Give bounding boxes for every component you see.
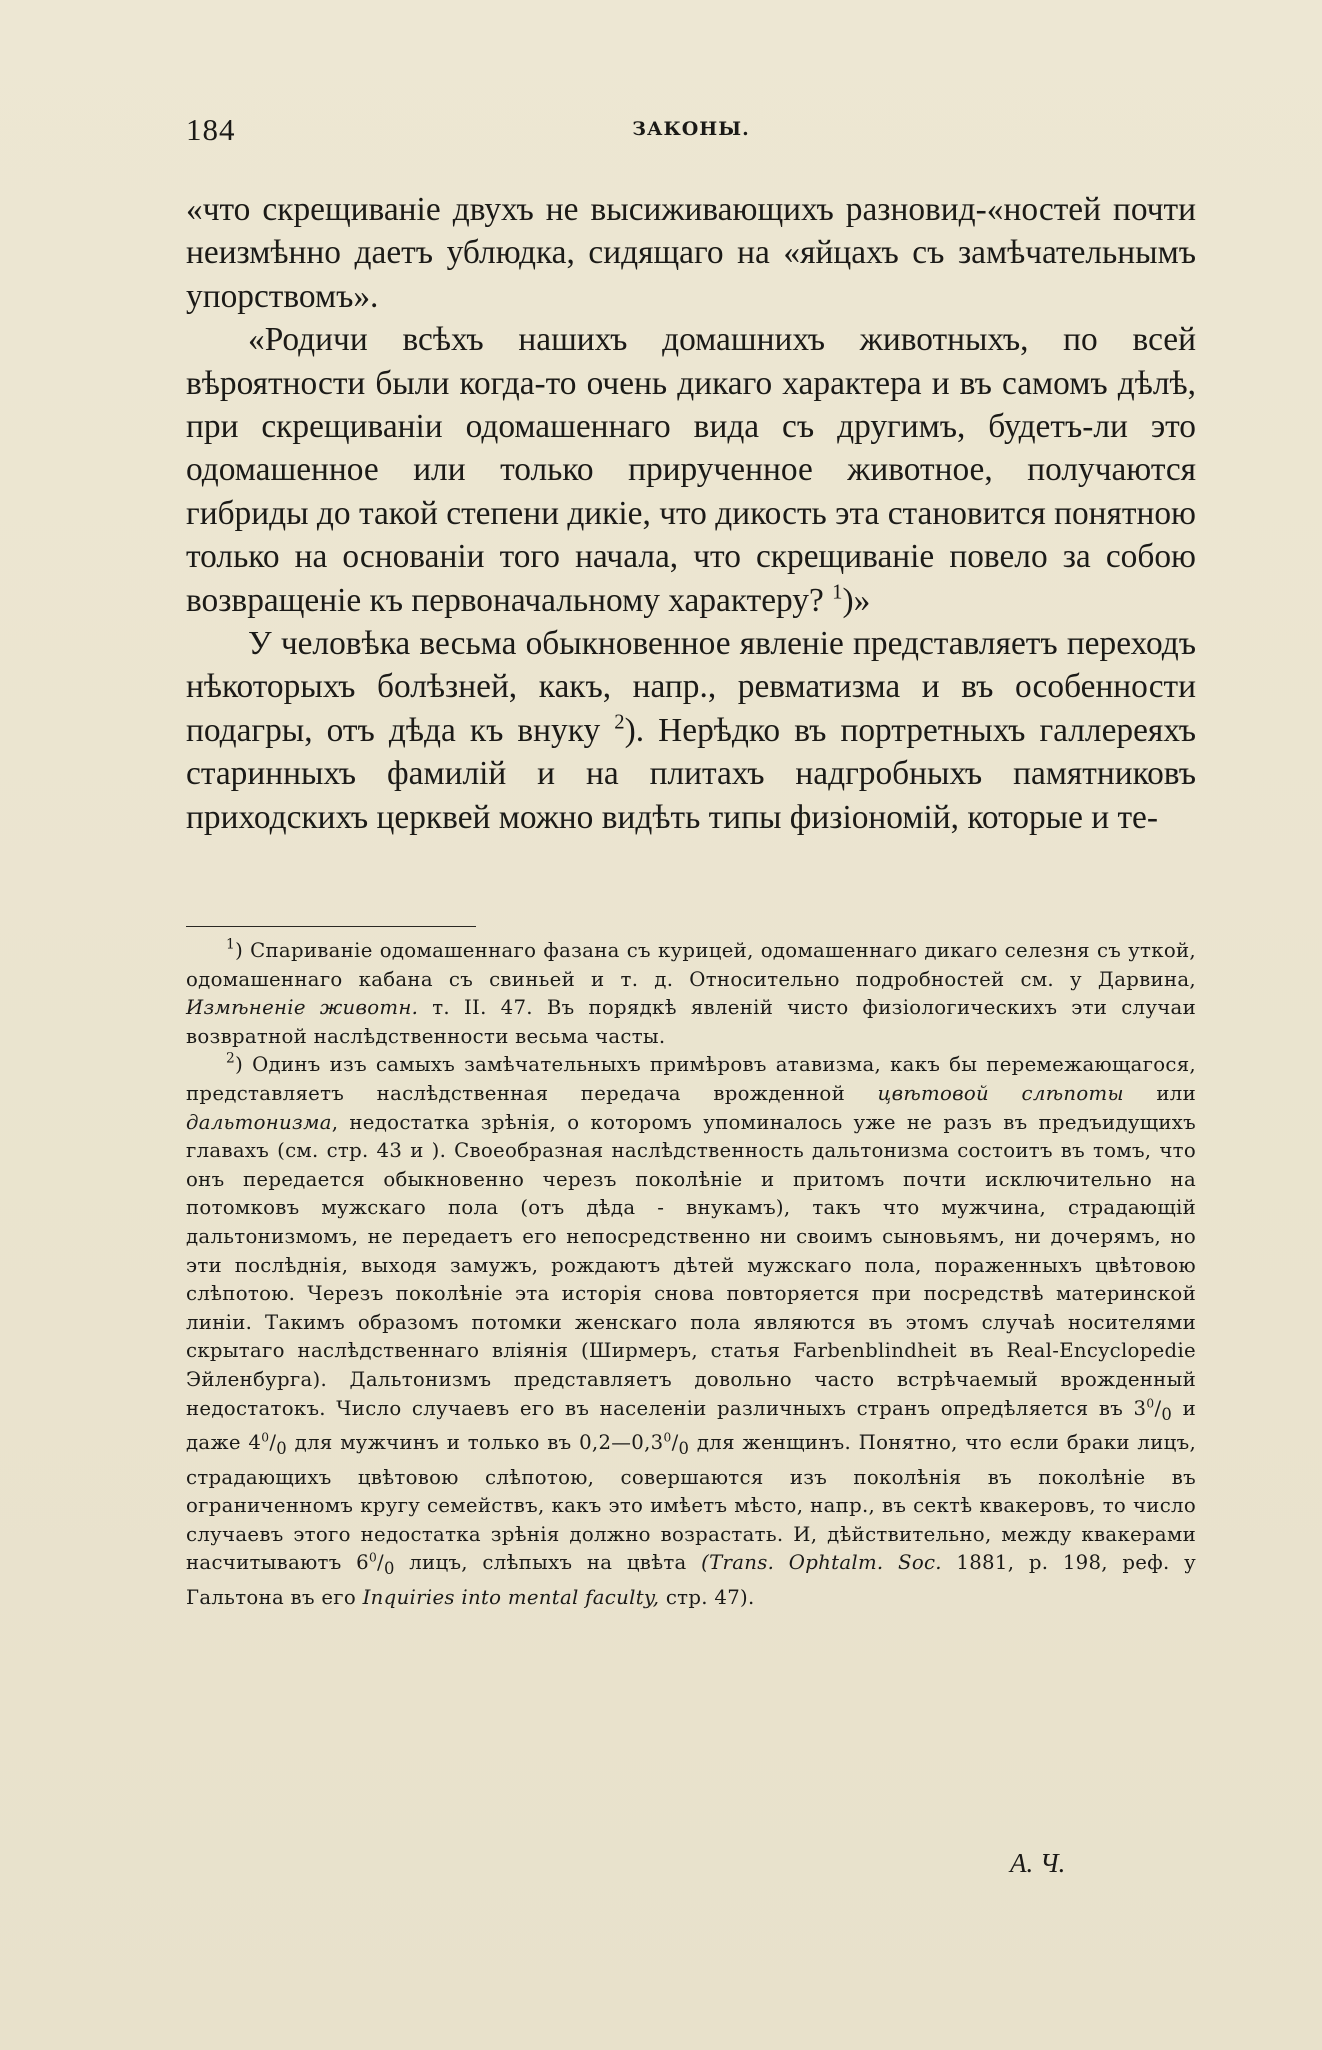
paragraph-text: «Родичи всѣхъ нашихъ домашнихъ животныхъ, по всей вѣроятности были когда-то очень дикаго характера и въ самомъ дѣлѣ, при скрещиваніи одомашеннаго вида съ другимъ, будетъ-ли это одомашенное или только прирученное животное, получаются гибриды до такой степени дикіе, что дикость эта становится понятною только на основаніи того начала, что скрещиваніе повело за собою возвращеніе къ первоначальному характеру? <box>186 321 1196 619</box>
percent-sign-bottom: 0 <box>1161 1404 1173 1424</box>
footnote-text: лицъ, слѣпыхъ на цвѣта <box>409 1551 687 1575</box>
footnote-separator <box>186 926 476 927</box>
page-header <box>186 112 1196 152</box>
paragraph-text: . Нерѣдко въ портретныхъ галлереяхъ старинныхъ фамилій и на плитахъ надгробныхъ памятниковъ приходскихъ церквей можно видѣть типы физіономій, которые и те- <box>186 711 1196 836</box>
closing-mark: )» <box>842 581 871 619</box>
footnote-text: ) Спариваніе одомашеннаго фазана съ курицей, одомашеннаго дикаго селезня съ уткой, одомашеннаго кабана съ свиньей и т. д. Относительно подробностей см. у Дарвина, <box>186 939 1196 991</box>
footnote-mark: 1 <box>226 936 236 953</box>
paragraph-quote-2 <box>186 318 1196 622</box>
footnote-text: для мужчинъ и только въ 0,2—0,3 <box>294 1431 664 1455</box>
percent-sign-top: 0 <box>1146 1396 1155 1411</box>
percent-sign-bottom: 0 <box>276 1438 288 1458</box>
footnote-text: т. II. 47. Въ порядкѣ явленій чисто физіологическихъ эти случаи возвратной наслѣдственности весьма часты. <box>186 996 1197 1048</box>
footnote-italic: цвѣтовой слѣпоты <box>877 1081 1124 1105</box>
footnote-text: и даже 4 <box>186 1396 1197 1455</box>
percent-sign-top: 0 <box>368 1551 378 1566</box>
paragraph-3 <box>186 622 1196 839</box>
percent-sign-top: 0 <box>663 1430 672 1445</box>
paragraph-text: «что скрещиваніе двухъ не высиживающихъ разновид-«ностей почти неизмѣнно даетъ ублюдка, сидящаго на «яйцахъ съ замѣчательнымъ упорствомъ». <box>186 191 1196 315</box>
footnote-italic: дальтонизма <box>186 1110 332 1134</box>
page-number: 184 <box>186 112 236 147</box>
paragraph-quote-1 <box>186 188 1196 318</box>
percent-sign-bottom: 0 <box>678 1438 690 1458</box>
footnote-italic: Inquiries into mental faculty, <box>362 1585 660 1609</box>
footnote-text: 1881, p. 198, реф. у Гальтона въ его <box>186 1551 1196 1609</box>
footnote-1 <box>186 937 1196 1051</box>
footnote-text: стр. 47). <box>665 1585 755 1609</box>
author-signature: А. Ч. <box>1010 1848 1066 1878</box>
footnote-italic: (Trans. Ophtalm. Soc. <box>701 1551 942 1575</box>
footnote-mark: 2 <box>226 1051 236 1068</box>
paragraph-text: У человѣка весьма обыкновенное явленіе представляетъ переходъ нѣкоторыхъ болѣзней, какъ, напр., ревматизма и въ особенности подагры, отъ дѣда къ внуку <box>186 625 1196 749</box>
footnote-text: ) Одинъ изъ самыхъ замѣчательныхъ примѣровъ атавизма, какъ бы перемежающагося, представляетъ наслѣдственная передача врожденной <box>186 1053 1196 1105</box>
closing-mark: ) <box>624 711 636 749</box>
percent-sign-top: 0 <box>261 1430 270 1445</box>
footnote-ref[interactable]: 2 <box>614 711 625 734</box>
footnote-italic: Измѣненіе животн. <box>186 996 419 1020</box>
percent-sign-bottom: 0 <box>383 1559 395 1579</box>
running-title: ЗАКОНЫ. <box>632 118 750 140</box>
footnotes <box>186 937 1196 1612</box>
footnote-text: , недостатка зрѣнія, о которомъ упоминалось уже не разъ въ предъидущихъ главахъ (см. стр. 43 и ). Своеобразная наслѣдственность дальтонизма состоитъ въ томъ, что онъ передается обыкновенно черезъ поколѣніе и притомъ почти исключительно на потомковъ мужскаго пола (отъ дѣда - внукамъ), такъ что мужчина, страдающій дальтонизмомъ, не передаетъ его непосредственно ни своимъ сыновьямъ, ни дочерямъ, но эти послѣднія, выходя замужъ, рождаютъ дѣтей мужскаго пола, пораженныхъ цвѣтовою слѣпотою. Черезъ поколѣніе эта исторія снова повторяется при посредствѣ материнской линіи. Такимъ образомъ потомки женскаго пола являются въ этомъ случаѣ носителями скрытаго наслѣдственнаго вліянія (Ширмеръ, статья Farbenblindheit въ Real-Encyclopedie Эйленбурга). Дальтонизмъ представляетъ довольно часто встрѣчаемый врожденный недостатокъ. Число случаевъ его въ населеніи различныхъ странъ опредѣляется въ 3 <box>186 1110 1196 1420</box>
footnote-text: или <box>1156 1081 1197 1105</box>
footnote-text: для женщинъ. Понятно, что если браки лицъ, страдающихъ цвѣтовою слѣпотою, совершаются изъ поколѣнія въ поколѣніе въ ограниченномъ кругу семействъ, какъ это имѣетъ мѣсто, напр., въ сектѣ квакеровъ, то число случаевъ этого недостатка зрѣнія должно возрастать. И, дѣйствительно, между квакерами насчитываютъ 6 <box>186 1431 1196 1575</box>
main-text <box>186 188 1196 839</box>
footnote-ref[interactable]: 1 <box>832 581 843 604</box>
footnote-2: $^2$) Одинъ изъ самыхъ замѣчательныхъ примѣровъ атавизма, какъ бы перемежающагося, представляетъ наслѣдственная передача врожденной цвѣтовой слѣпоты или дальтонизма, недостатка зрѣнія, о которомъ упоминалось уже не разъ въ предъидущихъ главахъ (см. стр. 43 и ). Своеобразная наслѣдственность дальтонизма состоитъ въ томъ, что онъ передается обыкновенно черезъ поколѣніе и притомъ почти исключительно на потомковъ мужскаго пола (отъ дѣда - внукамъ), такъ что мужчина, страдающій дальтонизмомъ, не передаетъ его непосредственно ни своимъ сыновьямъ, ни дочерямъ, но эти послѣднія, выходя замужъ, рождаютъ дѣтей мужскаго пола, пораженныхъ цвѣтовою слѣпотою. Черезъ поколѣніе эта исторія снова повторяется при посредствѣ материнской линіи. Такимъ образомъ потомки женскаго пола являются въ этомъ случаѣ носителями скрытаго наслѣдственнаго вліянія (Ширмеръ, статья Farbenblindheit въ Real-Encyclopedie Эйленбурга). Дальтонизмъ представляетъ довольно часто встрѣчаемый врожденный недостатокъ. Число случаевъ его въ населеніи различныхъ странъ опредѣляется въ $3^0/_0$ и даже $4^0/_0$ для мужчинъ и только въ $0,2—0,3^0/_0$ для женщинъ. Понятно, что если браки лицъ, страдающихъ цвѣтовою слѣпотою, совершаются изъ поколѣнія въ поколѣніе въ ограниченномъ кругу семействъ, какъ это имѣетъ мѣсто, напр., въ сектѣ квакеровъ, то число случаевъ этого недостатка зрѣнія должно возрастать. И, дѣйствительно, между квакерами насчитываютъ $6^0/_0$ лицъ, слѣпыхъ на цвѣта (Trans. Ophtalm. Soc. 1881, p. 198, реф. у Гальтона въ его Inquiries into mental faculty, стр. 47). <box>186 1051 1197 1609</box>
